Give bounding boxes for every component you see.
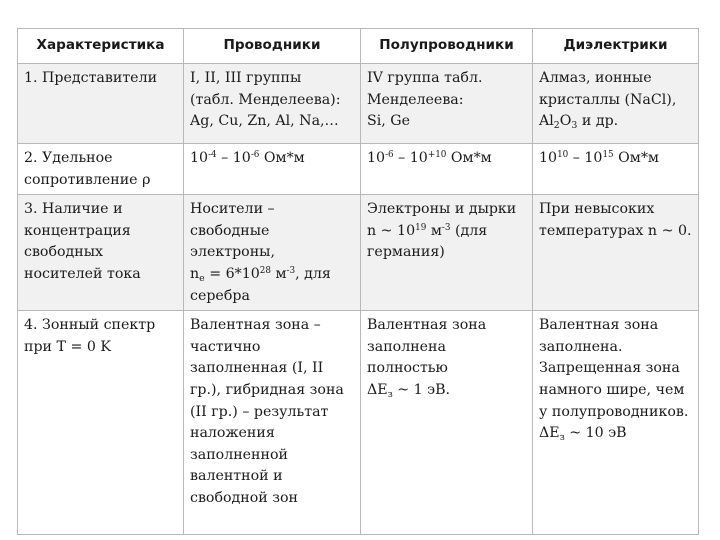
cell-line: I, II, III группы — [190, 70, 302, 86]
comparison-table — [17, 28, 699, 535]
row-label: 2. Удельное сопротивление ρ — [18, 144, 184, 195]
unit: м — [270, 265, 287, 282]
exponent: -3 — [441, 222, 451, 233]
semiconductors-cell — [361, 64, 533, 144]
header-row — [18, 29, 699, 64]
subscript: 3 — [571, 119, 578, 131]
dielectrics-cell — [533, 144, 699, 195]
value-part: 10 — [409, 150, 428, 166]
exponent: 28 — [259, 266, 271, 277]
dielectrics-cell: При невысоких температурах n ~ 0. — [533, 195, 699, 311]
table-row — [18, 311, 699, 535]
dielectrics-cell — [533, 64, 699, 144]
unit: Ом*м — [259, 150, 305, 166]
formula-part: O — [559, 113, 572, 130]
value-part: n ~ 10 — [367, 222, 416, 239]
cell-line: Ag, Cu, Zn, Al, Na,… — [190, 113, 339, 130]
exponent: -6 — [250, 150, 260, 161]
cell-text: Валентная зона заполнена полностью — [367, 317, 487, 377]
table-row — [18, 144, 699, 195]
dielectrics-cell — [533, 311, 699, 535]
formula-part: Al — [539, 113, 554, 130]
cell-text: (для германия) — [367, 222, 488, 261]
subscript: 2 — [553, 119, 560, 131]
unit: Ом*м — [613, 150, 659, 166]
value-part: – — [216, 150, 233, 166]
exponent: 10 — [557, 150, 569, 161]
value-part: – — [568, 150, 585, 166]
cell-line: Алмаз, ионные — [539, 70, 652, 86]
header-dielectrics: Диэлектрики — [533, 29, 699, 64]
unit: м — [426, 222, 442, 239]
subscript: з — [559, 431, 565, 443]
table-row — [18, 195, 699, 311]
subscript: з — [387, 388, 393, 400]
header-semiconductors: Полупроводники — [361, 29, 533, 64]
exponent: +10 — [427, 150, 447, 161]
semiconductors-cell — [361, 144, 533, 195]
header-characteristic: Характеристика — [18, 29, 184, 64]
value-part: 10 — [584, 150, 603, 166]
header-conductors: Проводники — [184, 29, 361, 64]
semiconductors-cell — [361, 195, 533, 311]
value-part: ΔE — [539, 425, 560, 442]
cell-line: IV группа табл. — [367, 70, 483, 86]
value-part: ΔE — [367, 381, 388, 398]
value-part: ~ 10 эВ — [564, 425, 627, 442]
cell-line: кристаллы (NaCl), — [539, 91, 677, 108]
unit: Ом*м — [446, 150, 492, 166]
exponent: 15 — [602, 150, 614, 161]
cell-line: Si, Ge — [367, 113, 411, 130]
value-part: 10 — [190, 150, 209, 166]
semiconductors-cell — [361, 311, 533, 535]
cell-line: (табл. Менделеева): — [190, 91, 341, 108]
cell-text: Валентная зона заполнена. Запрещенная зона намного шире, чем у полупроводников. — [539, 317, 689, 420]
cell-text: Электроны и дырки — [367, 201, 517, 218]
table-row — [18, 64, 699, 144]
cell-text: , для серебра — [190, 265, 331, 304]
conductors-cell — [184, 195, 361, 311]
value-part: 10 — [539, 150, 558, 166]
conductors-cell — [184, 144, 361, 195]
value-part: = 6*10 — [204, 265, 260, 282]
conductors-cell: Валентная зона – частично заполненная (I, II гр.), гибридная зона (II гр.) – результат наложения заполненной валентной и свободной зон — [184, 311, 361, 535]
cell-line: Менделеева: — [367, 91, 464, 108]
conductors-cell — [184, 64, 361, 144]
exponent: 19 — [415, 222, 427, 233]
row-label: 3. Наличие и концентрация свободных носителей тока — [18, 195, 184, 311]
value-part: 10 — [232, 150, 251, 166]
row-label: 1. Представители — [18, 64, 184, 144]
value-part: ~ 1 эВ. — [392, 381, 451, 398]
value-part: – — [393, 150, 410, 166]
formula-part: и др. — [577, 113, 619, 130]
cell-text: Носители – свободные электроны, — [190, 201, 275, 261]
row-label: 4. Зонный спектр при T = 0 K — [18, 311, 184, 535]
exponent: -3 — [286, 266, 296, 277]
value-part: 10 — [367, 150, 386, 166]
value-part: n — [190, 265, 200, 282]
subscript: e — [199, 272, 205, 284]
exponent: -4 — [208, 150, 217, 161]
formula-line — [539, 111, 692, 133]
exponent: -6 — [385, 150, 394, 161]
